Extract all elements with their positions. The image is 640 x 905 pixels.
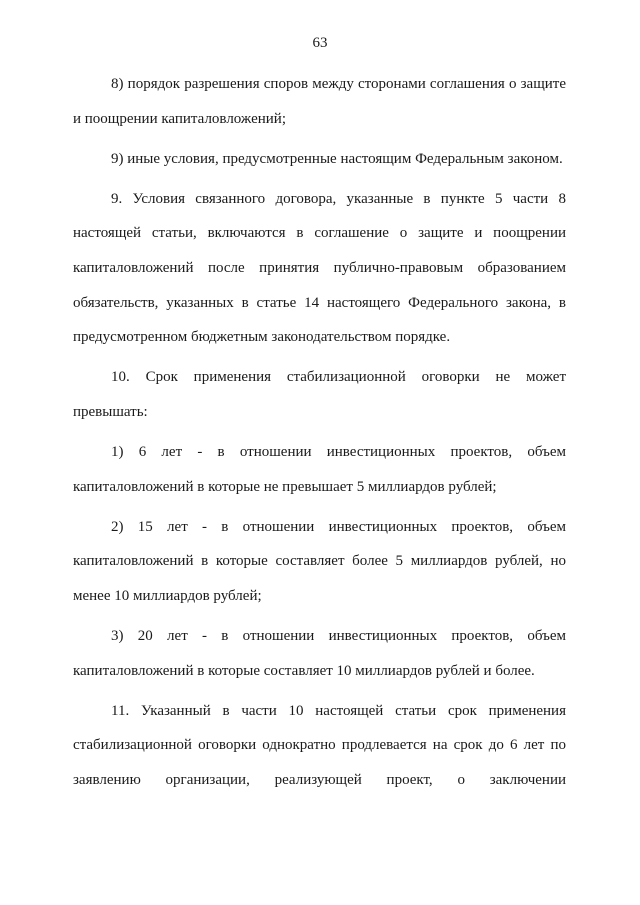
paragraph-item-9: 9) иные условия, предусмотренные настоящим Федеральным законом. <box>111 150 563 167</box>
paragraph-part-10: 10. Срок применения стабилизационной оговорки не может превышать: <box>73 369 566 420</box>
paragraph-subitem-1: 1) 6 лет - в отношении инвестиционных проектов, объем капиталовложений в которые не превышает 5 миллиардов рублей; <box>73 443 566 495</box>
paragraph-part-11: 11. Указанный в части 10 настоящей статьи срок применения стабилизационной оговорки однократно продлевается на срок до 6 лет по заявлению организации, реализующей проект, о заключении <box>73 702 566 788</box>
document-body <box>73 67 566 803</box>
paragraph-item-8: 8) порядок разрешения споров между сторонами соглашения о защите и поощрении капиталовложений; <box>73 76 566 127</box>
paragraph-subitem-2: 2) 15 лет - в отношении инвестиционных проектов, объем капиталовложений в которые составляет более 5 миллиардов рублей, но менее 10 миллиардов рублей; <box>73 518 566 604</box>
paragraph-part-9: 9. Условия связанного договора, указанные в пункте 5 части 8 настоящей статьи, включаются в соглашение о защите и поощрении капиталовложений после принятия публично-правовым образованием обязательств, указанных в статье 14 настоящего Федерального закона, в предусмотренном бюджетным законодательством порядке. <box>73 190 566 346</box>
page-number: 63 <box>312 35 328 51</box>
paragraph-subitem-3: 3) 20 лет - в отношении инвестиционных проектов, объем капиталовложений в которые составляет 10 миллиардов рублей и более. <box>73 627 566 679</box>
